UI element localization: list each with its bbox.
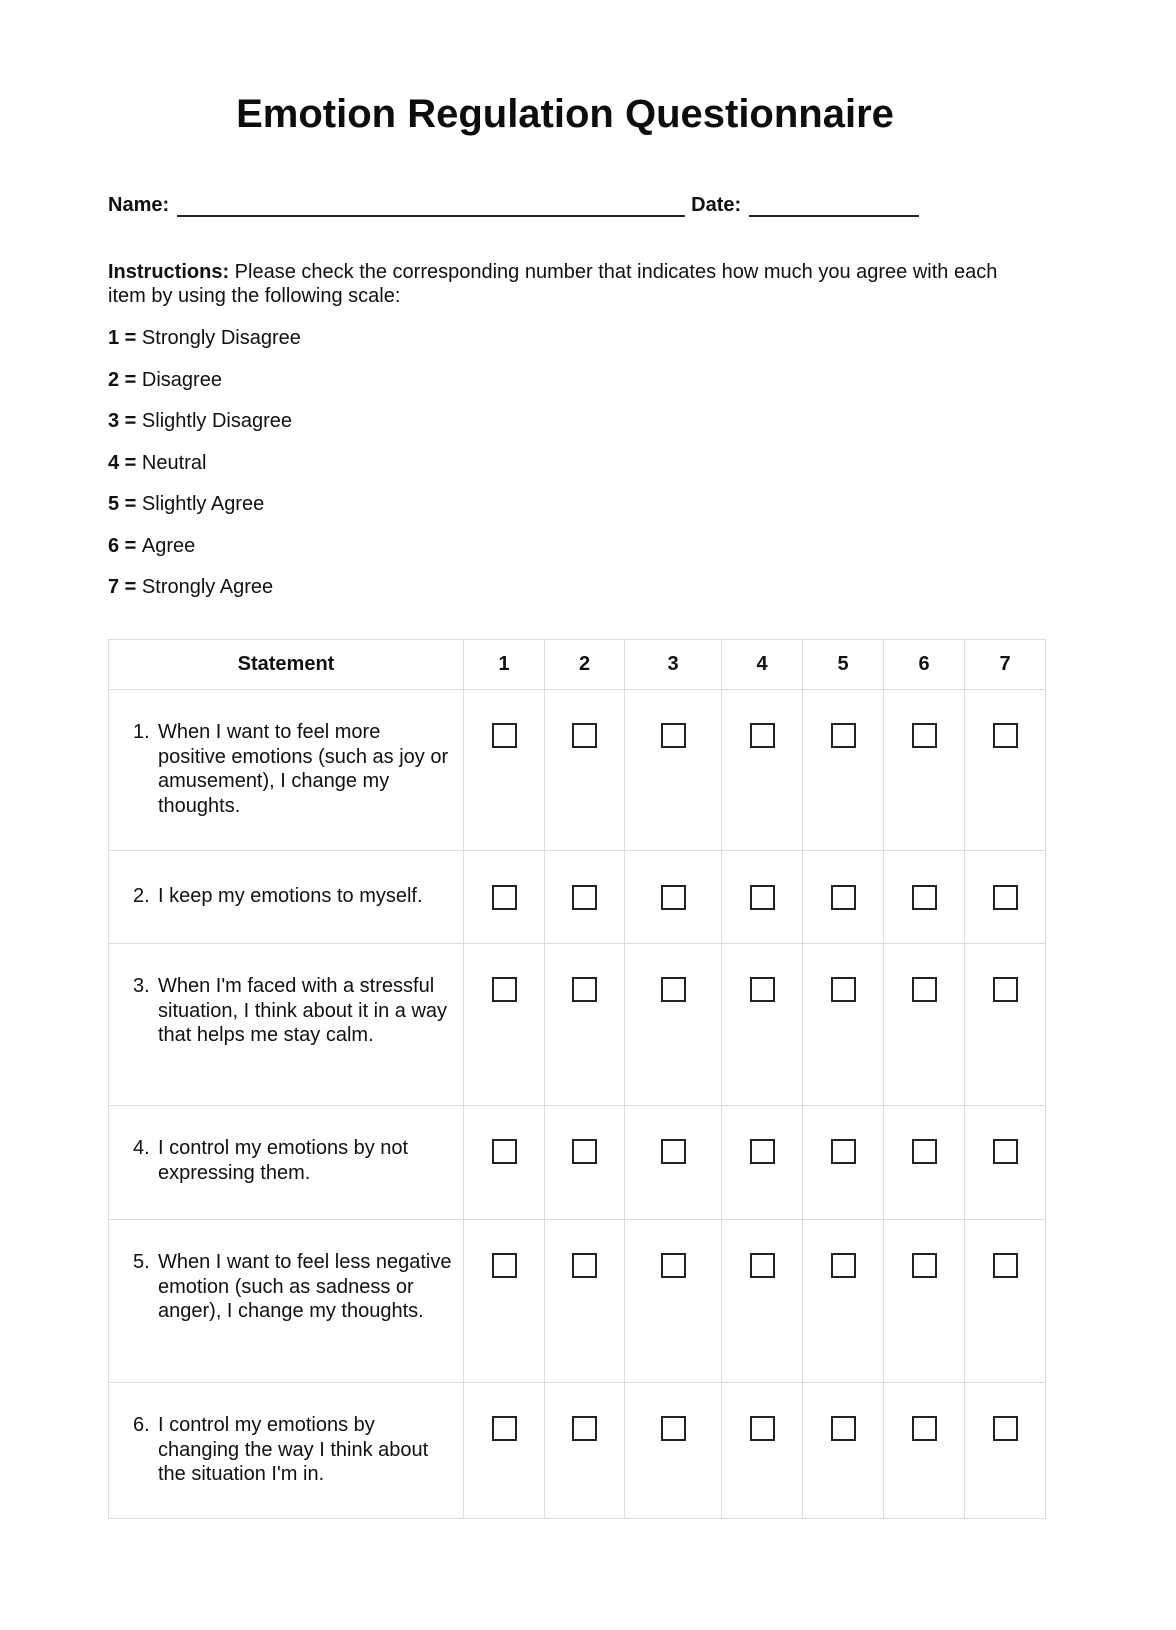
statement-cell <box>109 851 464 944</box>
scale-item <box>108 367 301 409</box>
rating-checkbox-1[interactable] <box>492 885 517 910</box>
scale-item <box>108 450 301 492</box>
scale-label: Strongly Disagree <box>141 327 301 349</box>
rating-cell <box>464 690 545 851</box>
rating-cell <box>965 851 1046 944</box>
rating-cell <box>545 1383 625 1519</box>
instructions-label: Instructions: <box>108 261 230 283</box>
rating-checkbox-2[interactable] <box>572 1416 597 1441</box>
rating-checkbox-7[interactable] <box>993 977 1018 1002</box>
rating-cell <box>965 1106 1046 1220</box>
rating-checkbox-6[interactable] <box>912 885 937 910</box>
date-label: Date: <box>691 194 742 216</box>
scale-item <box>108 574 301 616</box>
statement-text: When I'm faced with a stressful situation, I think about it in a way that helps me stay calm. <box>158 975 448 1046</box>
statement-number: 2. <box>133 885 150 907</box>
rating-checkbox-4[interactable] <box>750 885 775 910</box>
rating-checkbox-2[interactable] <box>572 885 597 910</box>
rating-checkbox-5[interactable] <box>831 1139 856 1164</box>
rating-checkbox-2[interactable] <box>572 977 597 1002</box>
rating-header-3: 3 <box>625 640 722 690</box>
table-row <box>109 1106 1046 1220</box>
scale-value: 7 <box>108 576 120 598</box>
rating-cell <box>884 690 965 851</box>
rating-checkbox-3[interactable] <box>661 1139 686 1164</box>
table-row <box>109 1220 1046 1383</box>
scale-label: Neutral <box>141 451 207 474</box>
scale-legend <box>108 325 301 616</box>
table-row <box>109 851 1046 944</box>
rating-cell <box>803 944 884 1106</box>
rating-cell <box>464 1220 545 1383</box>
rating-checkbox-4[interactable] <box>750 1139 775 1164</box>
rating-checkbox-2[interactable] <box>572 1139 597 1164</box>
rating-cell <box>884 1106 965 1220</box>
rating-cell <box>625 944 722 1106</box>
scale-equals: = <box>119 576 142 598</box>
rating-cell <box>545 851 625 944</box>
table-row <box>109 1383 1046 1519</box>
rating-checkbox-1[interactable] <box>492 723 517 748</box>
rating-checkbox-5[interactable] <box>831 723 856 748</box>
rating-checkbox-5[interactable] <box>831 1416 856 1441</box>
scale-equals: = <box>119 493 142 515</box>
rating-checkbox-3[interactable] <box>661 885 686 910</box>
rating-checkbox-3[interactable] <box>661 723 686 748</box>
rating-cell <box>545 1220 625 1383</box>
rating-checkbox-4[interactable] <box>750 1416 775 1441</box>
rating-cell <box>803 1383 884 1519</box>
rating-checkbox-3[interactable] <box>661 1416 686 1441</box>
statement-text: I keep my emotions to myself. <box>158 885 423 907</box>
rating-cell <box>965 690 1046 851</box>
scale-equals: = <box>119 451 142 474</box>
rating-cell <box>722 1220 803 1383</box>
scale-equals: = <box>119 534 142 557</box>
statement-cell <box>109 1383 464 1519</box>
rating-cell <box>884 1220 965 1383</box>
rating-cell <box>464 851 545 944</box>
table-row <box>109 944 1046 1106</box>
rating-cell <box>722 944 803 1106</box>
questionnaire-table <box>108 639 1046 1519</box>
rating-cell <box>803 1220 884 1383</box>
statement-cell <box>109 1220 464 1383</box>
rating-cell <box>965 944 1046 1106</box>
rating-checkbox-6[interactable] <box>912 1416 937 1441</box>
statement-cell <box>109 944 464 1106</box>
scale-item <box>108 408 301 450</box>
scale-value: 3 <box>108 410 120 432</box>
rating-cell <box>625 1383 722 1519</box>
rating-checkbox-5[interactable] <box>831 1253 856 1278</box>
rating-header-7: 7 <box>965 640 1046 690</box>
rating-header-6: 6 <box>884 640 965 690</box>
name-label: Name: <box>108 194 170 216</box>
rating-checkbox-6[interactable] <box>912 977 937 1002</box>
scale-equals: = <box>119 368 142 391</box>
table-header-row <box>109 640 1046 690</box>
statement-header: Statement <box>109 640 464 690</box>
statement-text: When I want to feel more positive emotions (such as joy or amusement), I change my thoughts. <box>158 721 449 817</box>
rating-cell <box>722 1383 803 1519</box>
rating-header-4: 4 <box>722 640 803 690</box>
rating-cell <box>545 944 625 1106</box>
statement-number: 6. <box>133 1414 150 1436</box>
statement-text: I control my emotions by not expressing them. <box>158 1137 409 1184</box>
scale-label: Slightly Disagree <box>141 410 292 432</box>
statement-number: 3. <box>133 975 150 997</box>
rating-cell <box>884 1383 965 1519</box>
scale-item <box>108 533 301 575</box>
instructions <box>108 260 1008 308</box>
scale-label: Slightly Agree <box>141 493 265 515</box>
rating-cell <box>625 851 722 944</box>
rating-checkbox-6[interactable] <box>912 723 937 748</box>
rating-cell <box>884 944 965 1106</box>
rating-checkbox-4[interactable] <box>750 1253 775 1278</box>
rating-cell <box>464 1106 545 1220</box>
rating-checkbox-4[interactable] <box>750 977 775 1002</box>
scale-value: 1 <box>108 327 120 349</box>
rating-cell <box>545 690 625 851</box>
rating-cell <box>803 690 884 851</box>
rating-cell <box>803 1106 884 1220</box>
rating-checkbox-7[interactable] <box>993 885 1018 910</box>
rating-checkbox-2[interactable] <box>572 1253 597 1278</box>
rating-checkbox-7[interactable] <box>993 1416 1018 1441</box>
statement-number: 4. <box>133 1137 150 1159</box>
name-field[interactable] <box>177 195 685 217</box>
scale-value: 5 <box>108 493 120 515</box>
rating-checkbox-1[interactable] <box>492 977 517 1002</box>
rating-checkbox-1[interactable] <box>492 1139 517 1164</box>
rating-checkbox-3[interactable] <box>661 1253 686 1278</box>
rating-cell <box>722 690 803 851</box>
rating-cell <box>884 851 965 944</box>
rating-cell <box>722 1106 803 1220</box>
scale-value: 2 <box>108 368 120 391</box>
header-fields <box>108 194 919 217</box>
rating-cell <box>965 1220 1046 1383</box>
rating-cell <box>464 944 545 1106</box>
statement-number: 5. <box>133 1251 150 1273</box>
date-field[interactable] <box>749 195 919 217</box>
scale-value: 4 <box>108 451 120 474</box>
rating-cell <box>625 690 722 851</box>
scale-value: 6 <box>108 534 120 557</box>
table-row <box>109 690 1046 851</box>
scale-item <box>108 491 301 533</box>
rating-checkbox-7[interactable] <box>993 1253 1018 1278</box>
statement-text: I control my emotions by changing the way I think about the situation I'm in. <box>158 1414 429 1485</box>
rating-header-5: 5 <box>803 640 884 690</box>
rating-cell <box>722 851 803 944</box>
rating-cell <box>464 1383 545 1519</box>
scale-item <box>108 325 301 367</box>
rating-checkbox-3[interactable] <box>661 977 686 1002</box>
rating-checkbox-1[interactable] <box>492 1416 517 1441</box>
rating-cell <box>625 1106 722 1220</box>
rating-header-1: 1 <box>464 640 545 690</box>
rating-checkbox-6[interactable] <box>912 1139 937 1164</box>
rating-checkbox-5[interactable] <box>831 977 856 1002</box>
rating-checkbox-1[interactable] <box>492 1253 517 1278</box>
statement-text: When I want to feel less negative emotion (such as sadness or anger), I change my thoughts. <box>158 1251 452 1322</box>
rating-cell <box>965 1383 1046 1519</box>
rating-checkbox-5[interactable] <box>831 885 856 910</box>
statement-cell <box>109 1106 464 1220</box>
scale-label: Agree <box>141 534 196 557</box>
scale-equals: = <box>119 410 142 432</box>
rating-checkbox-7[interactable] <box>993 1139 1018 1164</box>
rating-checkbox-7[interactable] <box>993 723 1018 748</box>
rating-checkbox-6[interactable] <box>912 1253 937 1278</box>
rating-cell <box>625 1220 722 1383</box>
page-title: Emotion Regulation Questionnaire <box>236 92 894 136</box>
scale-label: Strongly Agree <box>141 576 274 598</box>
rating-cell <box>545 1106 625 1220</box>
scale-label: Disagree <box>141 368 222 391</box>
scale-equals: = <box>119 327 142 349</box>
statement-cell <box>109 690 464 851</box>
instructions-text: Please check the corresponding number that indicates how much you agree with each item by using the following scale: <box>108 261 998 307</box>
rating-cell <box>803 851 884 944</box>
rating-checkbox-2[interactable] <box>572 723 597 748</box>
statement-number: 1. <box>133 721 150 743</box>
rating-header-2: 2 <box>545 640 625 690</box>
rating-checkbox-4[interactable] <box>750 723 775 748</box>
